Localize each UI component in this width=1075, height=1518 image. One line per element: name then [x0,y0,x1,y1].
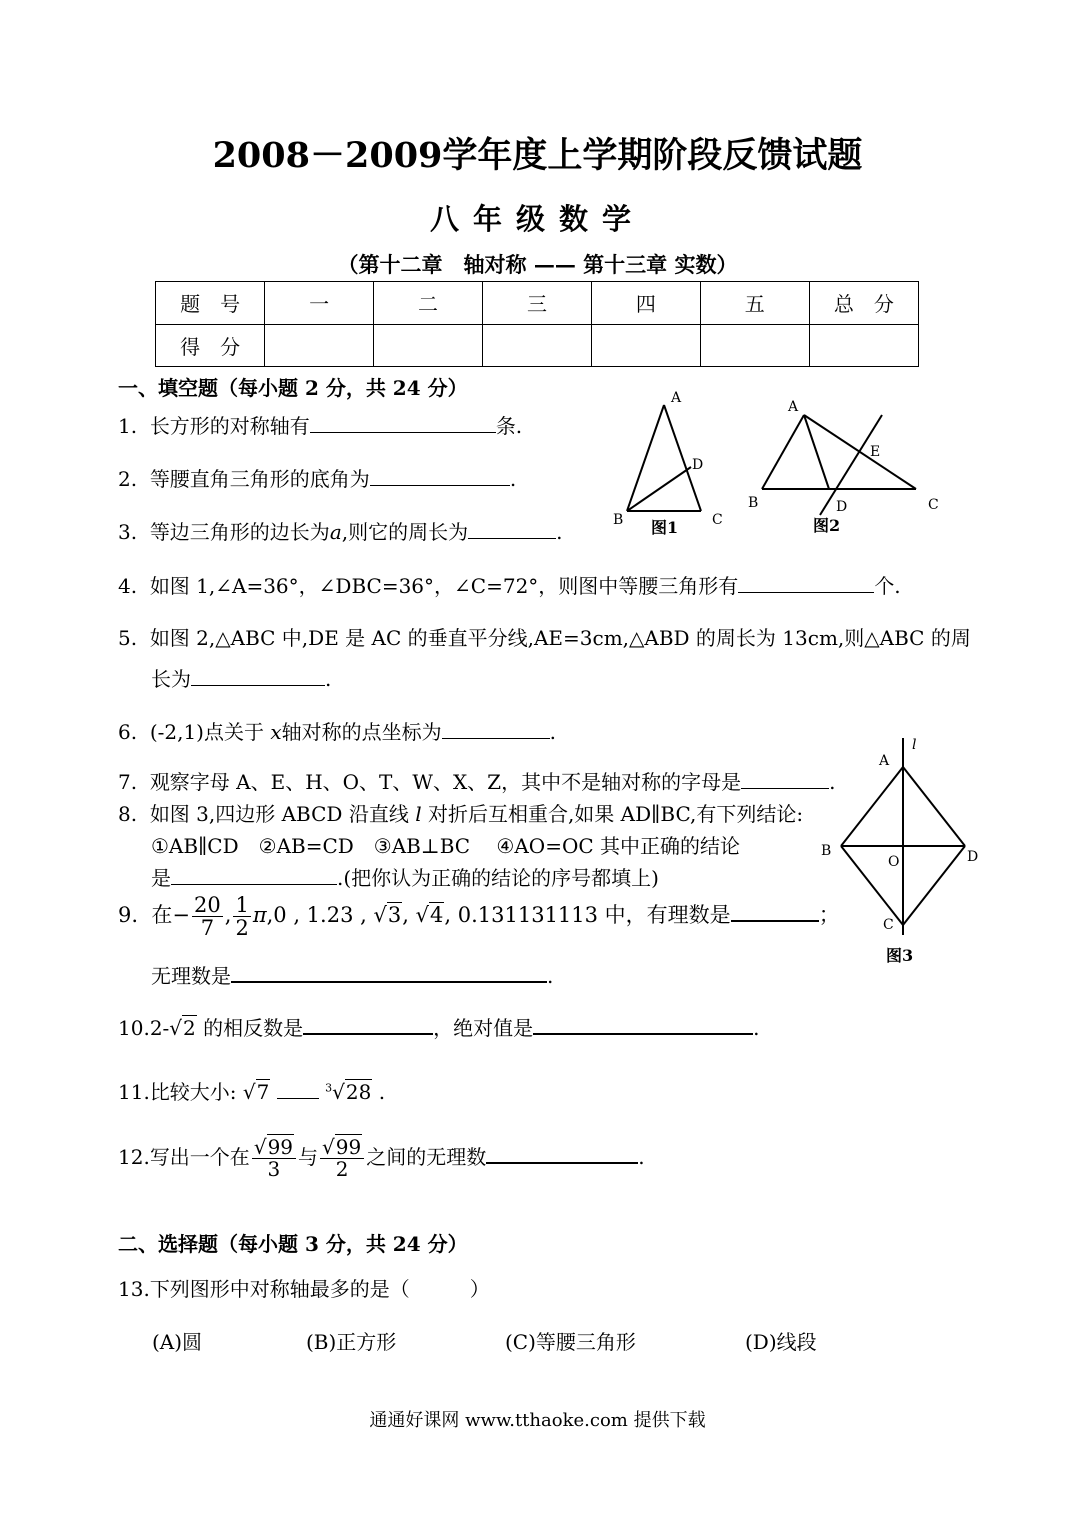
fig1-segment-bd [627,467,691,511]
question-text: 无理数是 [151,964,231,988]
question-expression: 2- [149,1016,170,1040]
question-8-line2: ①AB∥CD ②AB=CD ③AB⊥BC ④AO=OC 其中正确的结论 [151,834,741,858]
fraction-numerator: 1 [235,893,249,917]
score-table-score-row [156,324,919,367]
fig3-label-c: C [883,917,894,933]
option-b[interactable]: (B)正方形 [306,1330,397,1354]
question-number: 8. [118,802,138,826]
answer-blank[interactable] [191,665,325,686]
minus-sign: − [172,903,191,928]
variable-x: x [270,720,282,744]
fig1-label-c: C [712,512,723,528]
sqrt-2: √2 [169,1016,196,1040]
question-12 [118,1137,645,1180]
semicolon: ； [818,903,840,928]
pi-symbol: π [252,903,267,928]
question-suffix: . [753,1016,760,1040]
question-7 [118,766,835,795]
section2-title: 二、选择题（每小题 3 分，共 24 分） [118,1232,468,1256]
fig1-caption: 图1 [651,518,679,537]
score-header-cell: 五 [700,282,809,325]
radicand: 28 [345,1080,372,1104]
question-text: 如图 1,∠A=36°，∠DBC=36°，∠C=72°，则图中等腰三角形有 [149,574,739,598]
number-list: ,0 , 1.23 , [266,903,367,928]
question-number: 10. [118,1016,150,1040]
question-text: 如图 3,四边形 ABCD 沿直线 [149,802,409,826]
fraction-denominator: 7 [200,916,215,941]
option-c[interactable]: (C)等腰三角形 [505,1330,636,1354]
question-number: 9. [118,903,139,928]
question-number: 12. [118,1145,150,1169]
option-d[interactable]: (D)线段 [745,1330,817,1354]
score-header-cell: 题 号 [156,282,265,325]
question-number: 5. [118,626,138,650]
question-text: (-2,1)点关于 [149,720,264,744]
radicand: 2 [183,1016,196,1040]
answer-blank[interactable] [738,572,874,593]
fraction-numerator: 20 [194,893,221,917]
fig2-caption: 图2 [813,516,841,535]
question-4 [118,570,901,599]
sqrt-3: √3 [373,903,402,928]
question-suffix: 个. [874,574,901,598]
fig2-label-d: D [836,499,848,515]
fraction-numerator: √99 [252,1137,296,1159]
question-text: 比较大小: [149,1080,237,1104]
score-cell[interactable] [591,324,700,367]
question-text-2: ，绝对值是 [433,1016,534,1040]
fig1-side-ab [627,405,664,511]
question-suffix: . [325,667,332,691]
question-text: 等腰直角三角形的底角为 [149,467,370,491]
score-header-cell: 三 [483,282,592,325]
cube-root-28: √28 [332,1080,372,1104]
fig3-label-b: B [821,843,832,859]
fraction-denominator: 3 [267,1157,281,1181]
sqrt-7: √7 [242,1080,270,1104]
score-cell[interactable] [265,324,374,367]
fraction-denominator: 2 [235,916,249,941]
radicand: 4 [430,903,444,928]
score-header-cell: 四 [591,282,700,325]
question-1 [118,410,522,439]
fig2-label-c: C [928,497,939,513]
figure-1 [605,385,740,540]
question-text: 的相反数是 [203,1016,304,1040]
score-row-label: 得 分 [156,324,265,367]
score-header-cell: 一 [265,282,374,325]
score-cell[interactable] [809,324,918,367]
fraction-numerator: √99 [320,1137,364,1159]
answer-blank-irrational[interactable] [231,961,547,983]
fig3-label-l: l [912,737,917,753]
figure-2 [740,395,955,540]
answer-blank[interactable] [486,1142,638,1164]
question-9: 9. 在− $\frac{20}{7}$ , $\frac{1}{2}$ π,0 , 1.23 , √3, √4, 0.131131113 中，有理数是 ； [118,893,840,941]
page-title: 2008－2009学年度上学期阶段反馈试题 [212,135,863,176]
question-text-2: 对折后互相重合,如果 AD∥BC,有下列结论: [427,802,804,826]
fraction-sqrt99-2 [320,1137,364,1180]
question-number: 13. [118,1277,150,1301]
score-cell[interactable] [700,324,809,367]
fig2-label-e: E [870,444,881,460]
fig3-label-o: O [888,854,900,870]
fig2-side-ab [762,415,804,489]
figure-3 [815,735,985,965]
question-number: 4. [118,574,138,598]
question-11 [118,1076,385,1105]
question-suffix: . [509,467,517,491]
score-header-cell: 二 [374,282,483,325]
question-text-2: ,则它的周长为 [341,520,469,544]
fig2-label-a: A [788,399,799,415]
fraction-denominator: 2 [335,1157,349,1181]
question-text: 在 [151,903,173,928]
question-suffix: . [829,770,836,794]
question-text: 写出一个在 [149,1145,250,1169]
question-text: 长方形的对称轴有 [149,414,310,438]
fig1-label-d: D [692,457,704,473]
question-2 [118,463,516,492]
fraction-20-7 [192,894,223,939]
variable-a: a [329,520,342,544]
question-5-line2 [151,663,331,692]
question-6 [118,716,556,745]
answer-blank[interactable] [468,518,556,539]
page-footer: 通通好课网 www.tthaoke.com 提供下载 [369,1410,706,1431]
answer-blank[interactable] [310,412,496,433]
question-text-3: 之间的无理数 [366,1145,487,1169]
radicand: 99 [267,1135,294,1159]
fig1-label-b: B [613,512,624,528]
question-text-2: 轴对称的点坐标为 [281,720,442,744]
fig3-label-a: A [879,753,890,769]
question-text: 等边三角形的边长为 [149,520,330,544]
question-number: 2. [118,467,138,491]
question-number: 3. [118,520,138,544]
variable-l: l [415,802,422,826]
radicand: 3 [387,903,402,928]
question-8 [118,798,803,827]
question-3 [118,516,562,545]
radicand: 99 [335,1135,362,1159]
question-number: 11. [118,1080,150,1104]
section1-title: 一、填空题（每小题 2 分，共 24 分） [118,376,468,400]
question-suffix: . [556,520,563,544]
score-header-cell: 总 分 [809,282,918,325]
answer-blank-rational[interactable] [731,900,819,922]
answer-blank[interactable] [370,465,510,486]
question-text: 长为 [151,667,191,691]
score-cell[interactable] [483,324,592,367]
question-8-line3 [151,862,659,891]
fig2-perpendicular-bisector [820,415,882,515]
fig3-side-ab [841,767,903,846]
chapter-range: （第十二章 轴对称 —— 第十三章 实数） [337,252,738,277]
question-text: 是 [151,866,171,890]
fig3-label-d: D [967,849,979,865]
question-9-line2 [151,960,553,989]
fraction-1-2 [233,894,250,939]
question-text-2: 与 [298,1145,319,1169]
fig3-side-cd [903,846,965,925]
answer-blank-absolute[interactable] [533,1013,753,1035]
score-table [155,281,919,367]
question-text-2: .(把你认为正确的结论的序号都填上) [337,866,659,890]
answer-blank[interactable] [442,718,550,739]
question-suffix: . [638,1145,645,1169]
question-suffix: 条. [495,414,523,438]
question-5 [118,622,971,651]
question-text: 观察字母 A、E、H、O、T、W、X、Z，其中不是轴对称的字母是 [149,770,742,794]
answer-blank-opposite[interactable] [303,1013,433,1035]
fig3-caption: 图3 [886,946,914,965]
score-cell[interactable] [374,324,483,367]
answer-blank-compare[interactable] [277,1078,319,1099]
radicand: 7 [256,1080,270,1104]
question-suffix: . [378,1080,386,1104]
question-number: 7. [118,770,138,794]
score-table-header-row [156,282,919,325]
question-suffix: . [549,720,556,744]
sqrt-4: √4 [415,903,444,928]
fig3-side-da [903,767,965,846]
question-number: 1. [118,414,138,438]
fraction-sqrt99-3 [252,1137,296,1180]
option-a[interactable]: (A)圆 [152,1330,203,1354]
question-number: 6. [118,720,138,744]
subject-title: 八年级数学 [429,202,645,236]
fig2-label-b: B [748,495,759,511]
fig2-segment-ad [804,415,829,489]
question-suffix: . [547,964,554,988]
question-13 [118,1273,490,1302]
root-index: 3 [325,1081,333,1095]
question-text: 下列图形中对称轴最多的是（ ） [149,1277,490,1301]
question-text-2: , 0.131131113 中，有理数是 [444,903,731,928]
answer-blank[interactable] [171,864,337,885]
question-10 [118,1012,760,1041]
question-text: 如图 2,△ABC 中,DE 是 AC 的垂直平分线,AE=3cm,△ABD 的周长为 13cm,则△ABC 的周 [149,626,971,650]
fig1-label-a: A [671,390,682,406]
